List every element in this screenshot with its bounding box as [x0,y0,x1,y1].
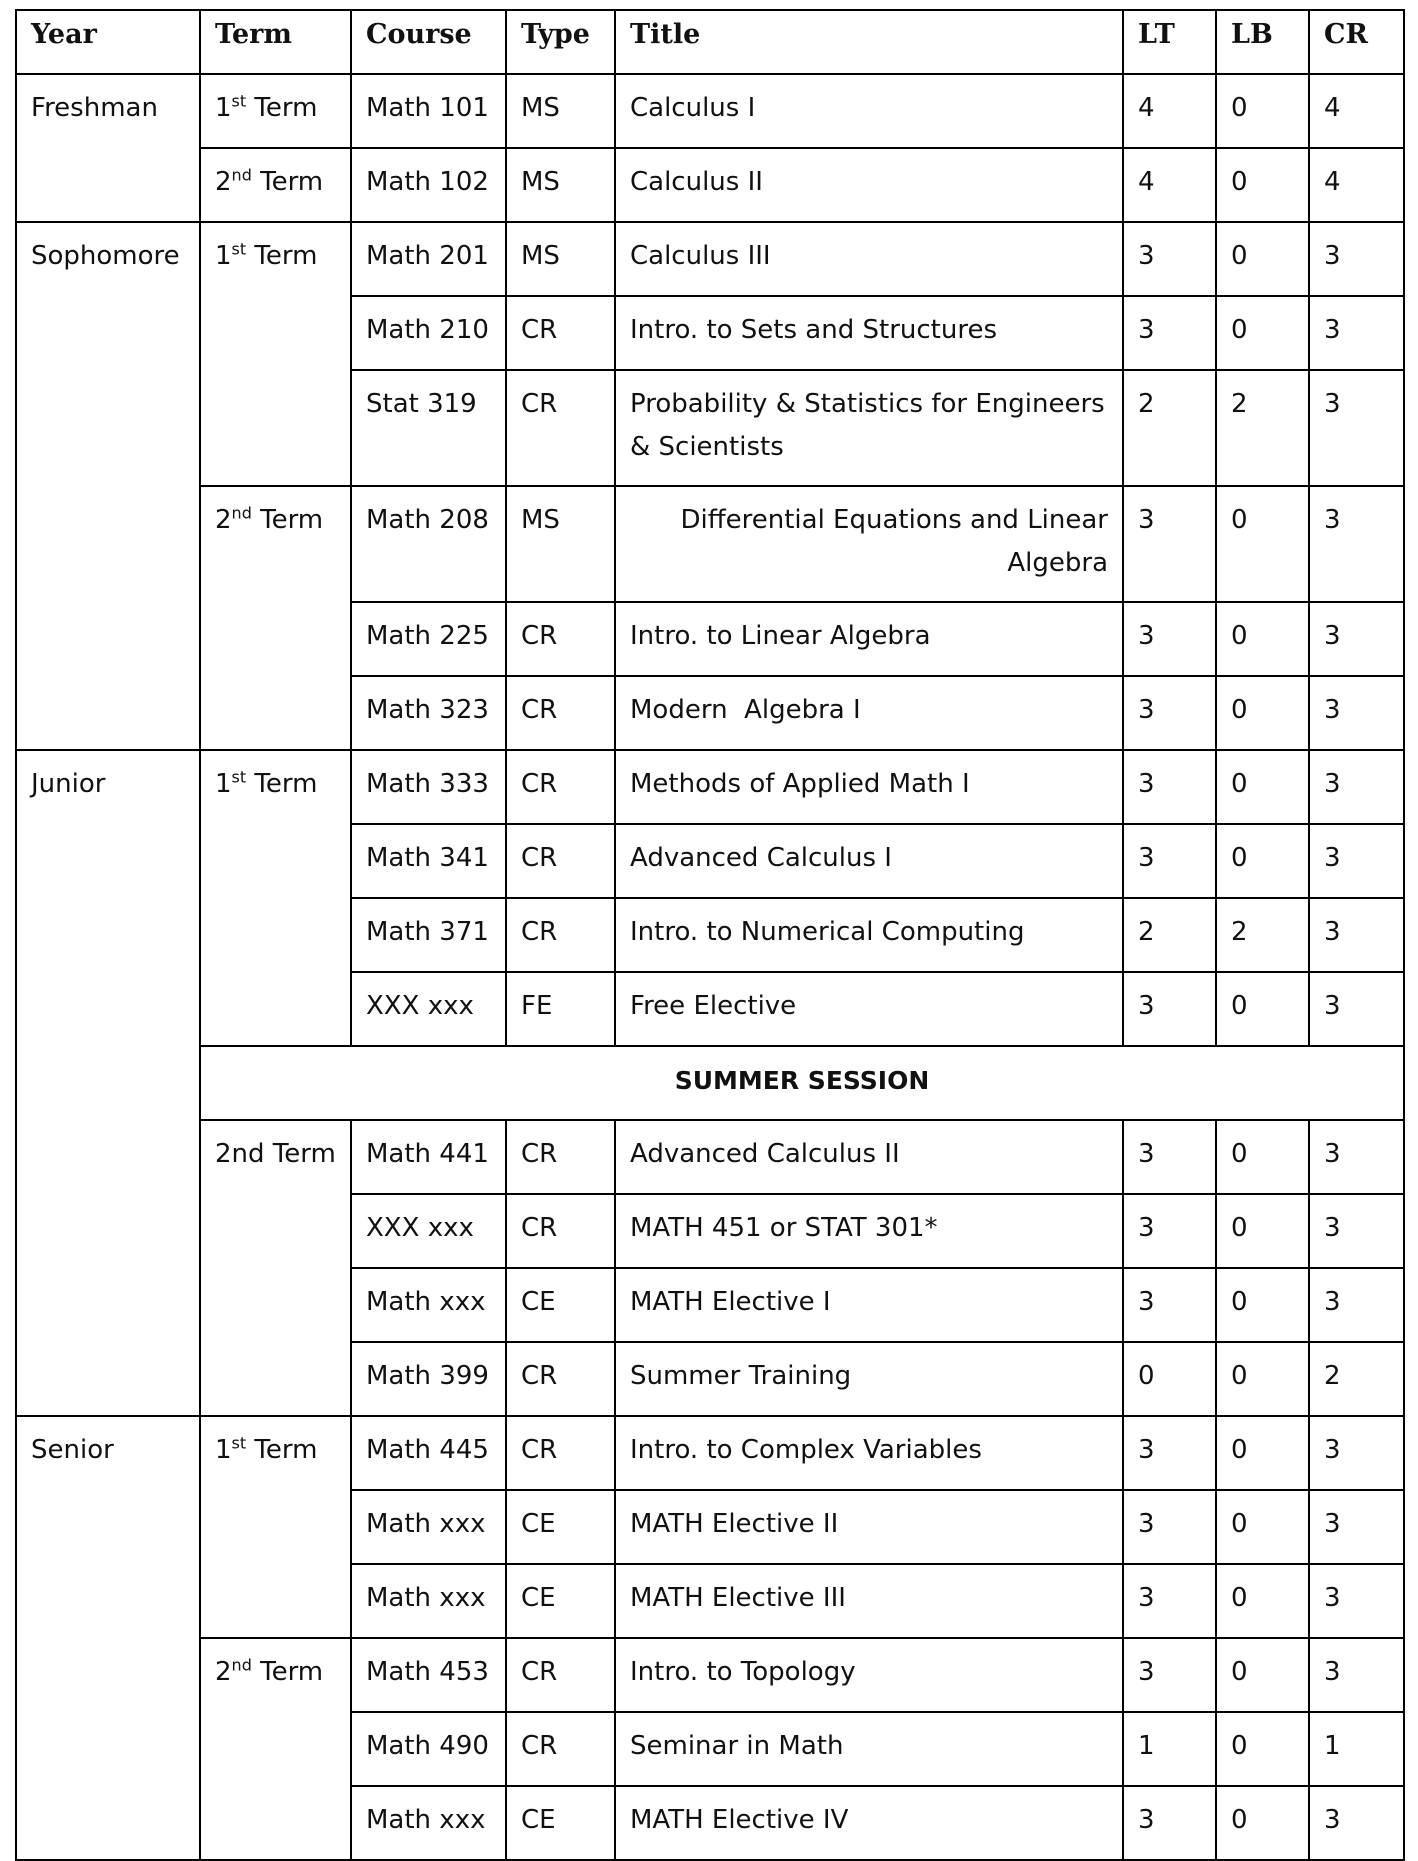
term-number: 2 [215,1657,232,1687]
term-suffix: st [231,91,247,111]
lt-cell: 2 [1123,898,1216,972]
table-row [16,1416,1404,1490]
lt-cell: 3 [1123,296,1216,370]
course-cell: Math 101 [351,74,506,148]
course-cell: XXX xxx [351,972,506,1046]
lb-cell: 0 [1216,602,1309,676]
table-row [16,148,1404,222]
header-type: Type [506,10,615,74]
cr-cell: 3 [1309,750,1404,824]
cr-cell: 3 [1309,1194,1404,1268]
lt-cell: 3 [1123,1490,1216,1564]
course-cell: Math 453 [351,1638,506,1712]
type-cell: CR [506,1194,615,1268]
lb-cell: 0 [1216,972,1309,1046]
header-title: Title [615,10,1123,74]
cr-cell: 3 [1309,370,1404,486]
lt-cell: 3 [1123,1638,1216,1712]
course-cell: Math 341 [351,824,506,898]
type-cell: CE [506,1564,615,1638]
lb-cell: 0 [1216,1120,1309,1194]
type-cell: CR [506,1120,615,1194]
lb-cell: 0 [1216,1342,1309,1416]
type-cell: CR [506,1638,615,1712]
title-cell: MATH Elective III [615,1564,1123,1638]
term-suffix: st [231,1433,247,1453]
cr-cell: 3 [1309,222,1404,296]
lt-cell: 3 [1123,824,1216,898]
summer-session-label: SUMMER SESSION [200,1046,1404,1120]
lb-cell: 0 [1216,296,1309,370]
type-cell: CR [506,1416,615,1490]
cr-cell: 3 [1309,1786,1404,1860]
lb-cell: 0 [1216,222,1309,296]
cr-cell: 3 [1309,1490,1404,1564]
type-cell: CR [506,296,615,370]
year-cell: Sophomore [16,222,200,750]
course-cell: Math 323 [351,676,506,750]
term-cell [200,1638,351,1860]
course-cell: Math 399 [351,1342,506,1416]
type-cell: MS [506,74,615,148]
cr-cell: 3 [1309,1638,1404,1712]
type-cell: CR [506,676,615,750]
lt-cell: 3 [1123,676,1216,750]
study-plan-table [15,9,1405,1861]
term-word: Term [246,241,318,271]
type-cell: CE [506,1786,615,1860]
lb-cell: 0 [1216,148,1309,222]
header-cr: CR [1309,10,1404,74]
lt-cell: 3 [1123,1786,1216,1860]
course-cell: Math 210 [351,296,506,370]
cr-cell: 3 [1309,1416,1404,1490]
term-word: Term [251,505,324,535]
term-suffix: st [231,767,247,787]
table-row [16,1638,1404,1712]
lb-cell: 0 [1216,486,1309,602]
course-cell: Math xxx [351,1564,506,1638]
cr-cell: 3 [1309,1564,1404,1638]
title-cell: Intro. to Numerical Computing [615,898,1123,972]
lb-cell: 0 [1216,1268,1309,1342]
lt-cell: 4 [1123,148,1216,222]
course-cell: Math 441 [351,1120,506,1194]
lt-cell: 3 [1123,222,1216,296]
title-cell: Advanced Calculus II [615,1120,1123,1194]
term-number: 1 [215,1435,232,1465]
type-cell: MS [506,486,615,602]
term-cell [200,148,351,222]
lb-cell: 0 [1216,824,1309,898]
term-cell [200,486,351,750]
title-cell: Calculus II [615,148,1123,222]
lt-cell: 3 [1123,1268,1216,1342]
course-cell: Stat 319 [351,370,506,486]
lb-cell: 0 [1216,1712,1309,1786]
header-year: Year [16,10,200,74]
term-suffix: nd [231,165,252,185]
title-cell: Intro. to Sets and Structures [615,296,1123,370]
header-row [16,10,1404,74]
lb-cell: 0 [1216,1638,1309,1712]
table-row [16,1120,1404,1194]
course-cell: Math 445 [351,1416,506,1490]
title-cell: Intro. to Topology [615,1638,1123,1712]
term-word: Term [246,769,318,799]
table-row [16,74,1404,148]
title-cell: Seminar in Math [615,1712,1123,1786]
type-cell: CE [506,1268,615,1342]
lt-cell: 3 [1123,1120,1216,1194]
course-cell: Math xxx [351,1268,506,1342]
term-number: 1 [215,241,232,271]
lt-cell: 3 [1123,602,1216,676]
type-cell: CR [506,602,615,676]
cr-cell: 3 [1309,898,1404,972]
lb-cell: 0 [1216,1416,1309,1490]
course-cell: Math 490 [351,1712,506,1786]
lt-cell: 3 [1123,1194,1216,1268]
lb-cell: 2 [1216,370,1309,486]
header-course: Course [351,10,506,74]
term-suffix: nd [231,1655,252,1675]
cr-cell: 3 [1309,1268,1404,1342]
title-cell: Modern Algebra I [615,676,1123,750]
type-cell: CR [506,370,615,486]
course-cell: Math 208 [351,486,506,602]
cr-cell: 2 [1309,1342,1404,1416]
course-cell: Math 225 [351,602,506,676]
summer-session-row [16,1046,1404,1120]
term-word: Term [246,1435,318,1465]
table-row [16,486,1404,602]
header-term: Term [200,10,351,74]
type-cell: CR [506,1342,615,1416]
title-cell: MATH Elective IV [615,1786,1123,1860]
title-cell: Differential Equations and Linear Algebra [615,486,1123,602]
term-cell [200,74,351,148]
year-cell: Junior [16,750,200,1416]
term-word: Term [251,1657,324,1687]
lt-cell: 3 [1123,972,1216,1046]
term-suffix: st [231,239,247,259]
term-cell [200,222,351,486]
title-cell: Advanced Calculus I [615,824,1123,898]
table-row [16,750,1404,824]
lt-cell: 3 [1123,1416,1216,1490]
type-cell: CR [506,824,615,898]
title-cell: MATH Elective II [615,1490,1123,1564]
header-lt: LT [1123,10,1216,74]
term-cell [200,1416,351,1638]
term-number: 2 [215,505,232,535]
course-cell: XXX xxx [351,1194,506,1268]
term-cell: 2nd Term [200,1120,351,1416]
header-lb: LB [1216,10,1309,74]
course-cell: Math 371 [351,898,506,972]
year-cell: Senior [16,1416,200,1860]
term-number: 1 [215,769,232,799]
type-cell: MS [506,148,615,222]
lb-cell: 0 [1216,1194,1309,1268]
title-cell: Methods of Applied Math I [615,750,1123,824]
title-cell: Summer Training [615,1342,1123,1416]
lt-cell: 4 [1123,74,1216,148]
term-suffix: nd [231,503,252,523]
term-number: 2 [215,167,232,197]
cr-cell: 3 [1309,824,1404,898]
cr-cell: 1 [1309,1712,1404,1786]
lt-cell: 2 [1123,370,1216,486]
cr-cell: 3 [1309,972,1404,1046]
lb-cell: 0 [1216,1786,1309,1860]
lb-cell: 0 [1216,74,1309,148]
table-row [16,222,1404,296]
course-cell: Math 333 [351,750,506,824]
cr-cell: 4 [1309,148,1404,222]
year-cell: Freshman [16,74,200,222]
cr-cell: 3 [1309,486,1404,602]
course-cell: Math 201 [351,222,506,296]
lt-cell: 1 [1123,1712,1216,1786]
type-cell: CE [506,1490,615,1564]
lb-cell: 0 [1216,1490,1309,1564]
cr-cell: 3 [1309,1120,1404,1194]
title-cell: Intro. to Linear Algebra [615,602,1123,676]
title-cell: Free Elective [615,972,1123,1046]
title-cell: Probability & Statistics for Engineers & Scientists [615,370,1123,486]
lb-cell: 0 [1216,1564,1309,1638]
course-cell: Math 102 [351,148,506,222]
type-cell: CR [506,1712,615,1786]
type-cell: FE [506,972,615,1046]
cr-cell: 3 [1309,676,1404,750]
type-cell: CR [506,750,615,824]
lb-cell: 0 [1216,750,1309,824]
type-cell: MS [506,222,615,296]
title-cell: MATH Elective I [615,1268,1123,1342]
lt-cell: 3 [1123,750,1216,824]
title-cell: Intro. to Complex Variables [615,1416,1123,1490]
lt-cell: 3 [1123,486,1216,602]
lb-cell: 2 [1216,898,1309,972]
course-cell: Math xxx [351,1490,506,1564]
title-cell: Calculus III [615,222,1123,296]
lt-cell: 3 [1123,1564,1216,1638]
title-cell: MATH 451 or STAT 301* [615,1194,1123,1268]
cr-cell: 3 [1309,296,1404,370]
cr-cell: 3 [1309,602,1404,676]
title-cell: Calculus I [615,74,1123,148]
cr-cell: 4 [1309,74,1404,148]
type-cell: CR [506,898,615,972]
lb-cell: 0 [1216,676,1309,750]
term-number: 1 [215,93,232,123]
lt-cell: 0 [1123,1342,1216,1416]
course-cell: Math xxx [351,1786,506,1860]
term-word: Term [251,167,324,197]
term-word: Term [246,93,318,123]
term-cell [200,750,351,1046]
